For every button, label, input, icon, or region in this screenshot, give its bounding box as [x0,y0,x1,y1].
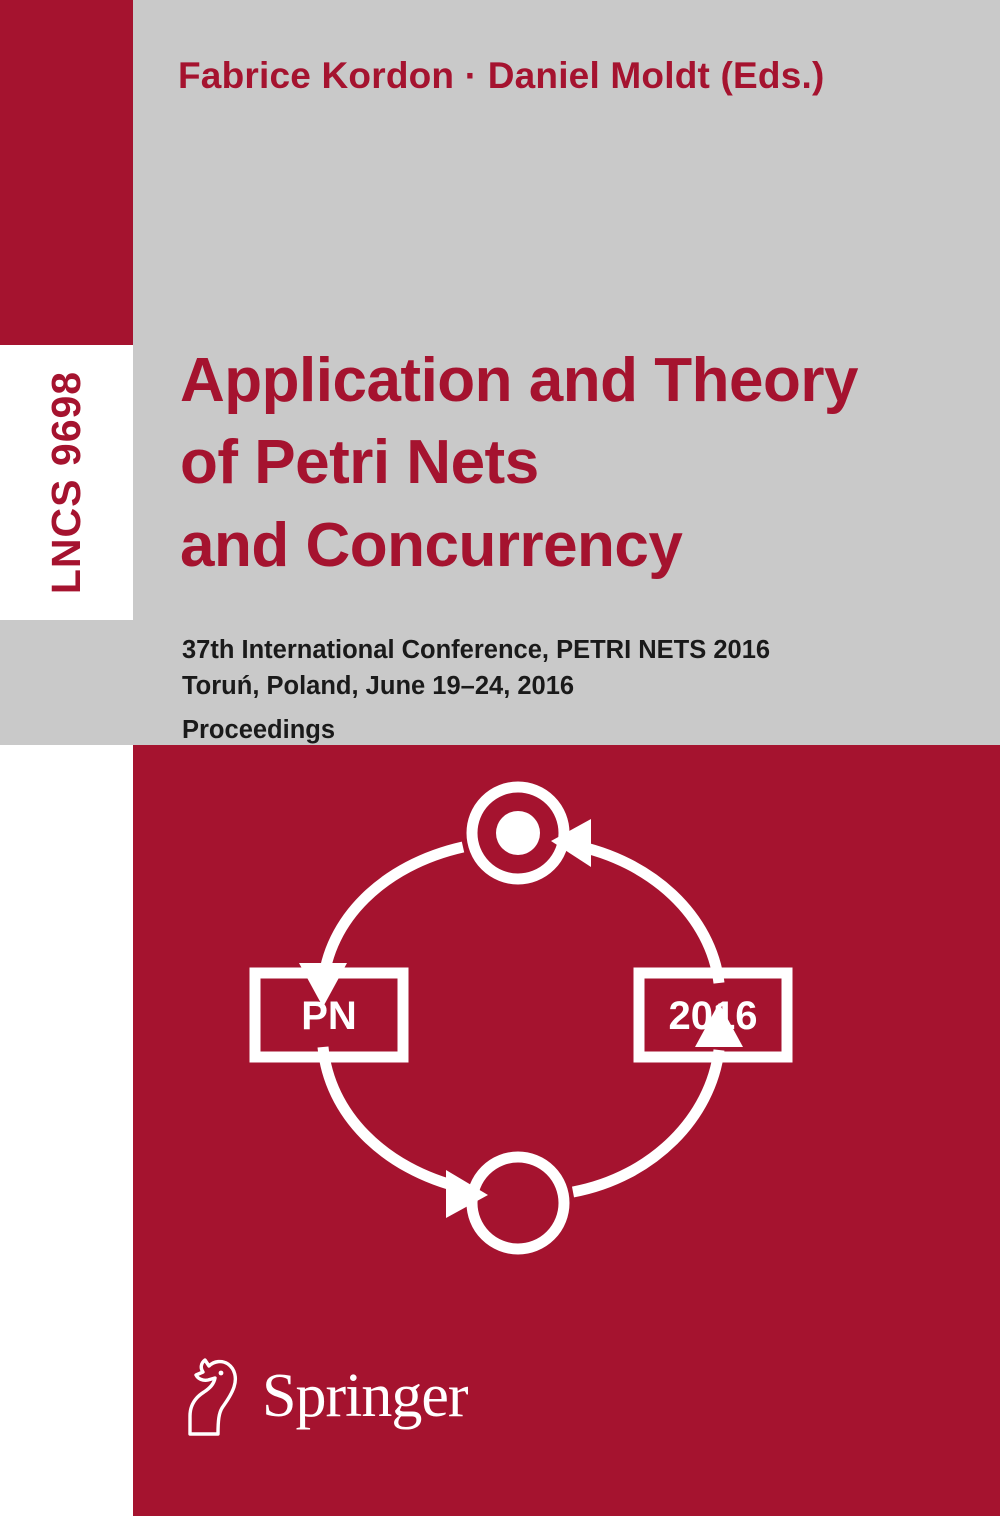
spine-grey-band [0,620,133,745]
spine-red-band [0,0,133,345]
springer-knight-icon [170,1354,248,1438]
title-line-3: and Concurrency [180,510,683,580]
publisher-name: Springer [262,1361,468,1430]
svg-text:2016: 2016 [668,994,758,1038]
spine-lower-white-band [0,745,133,1516]
page-title [180,340,970,587]
publisher-logo [170,1354,468,1438]
svg-text:PN: PN [301,994,357,1038]
series-label-text: LNCS 9698 [43,370,89,595]
editors-line: Fabrice Kordon · Daniel Moldt (Eds.) [178,55,825,96]
petri-net-diagram [133,745,1000,1305]
title-line-1: Application and Theory [180,346,858,415]
conference-details [182,632,962,748]
conference-name-line: 37th International Conference, PETRI NETS 2016 [182,636,771,664]
series-label [0,345,133,620]
conference-location-line: Toruń, Poland, June 19–24, 2016 [182,672,575,701]
proceedings-label: Proceedings [182,715,336,744]
title-line-2: of Petri Nets [180,428,539,498]
